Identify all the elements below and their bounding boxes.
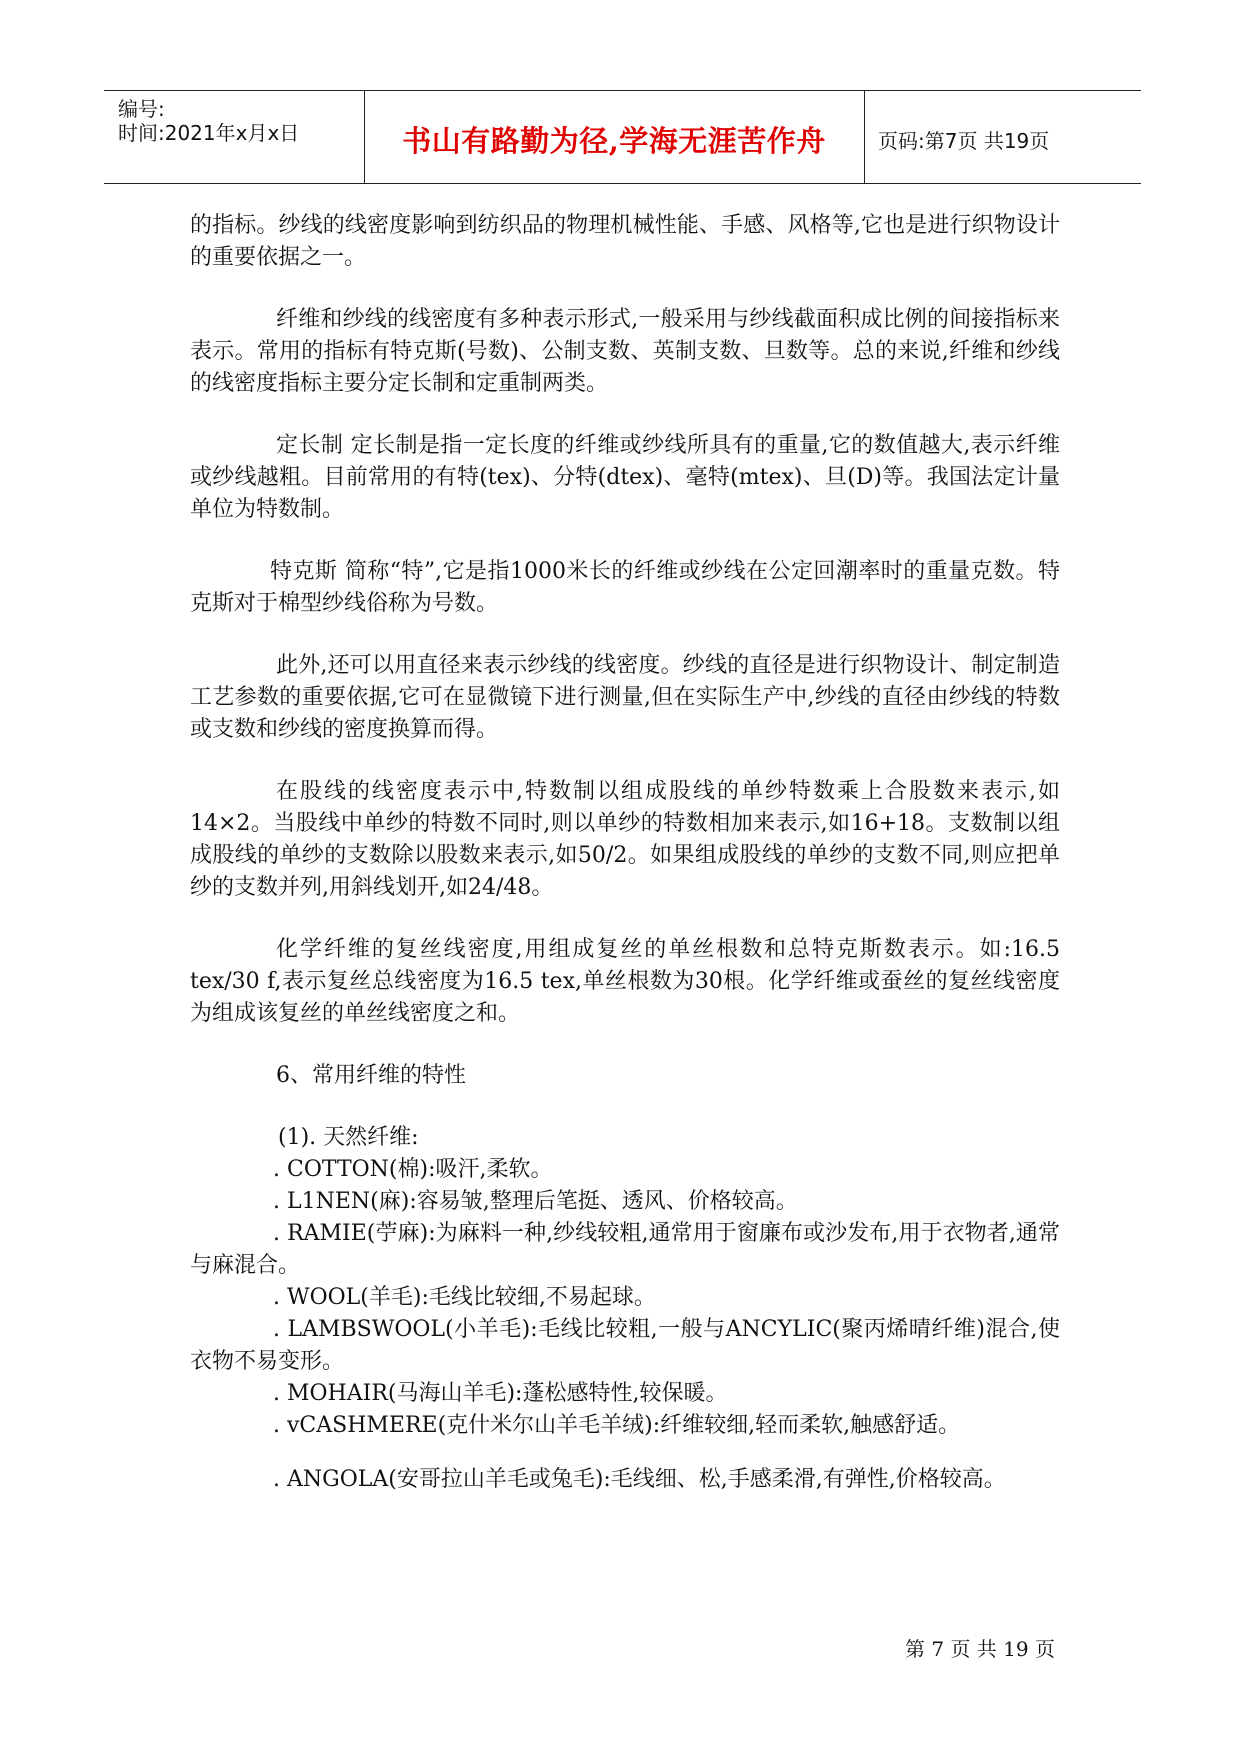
paragraph: 纤维和纱线的线密度有多种表示形式,一般采用与纱线截面积成比例的间接指标来表示。常用的指标有特克斯(号数)、公制支数、英制支数、旦数等。总的来说,纤维和纱线的线密度指标主要分定长制和定重制两类。 (190, 307, 1060, 396)
list-item: . WOOL(羊毛):毛线比较细,不易起球。 (273, 1285, 656, 1310)
paragraph: 此外,还可以用直径来表示纱线的线密度。纱线的直径是进行织物设计、制定制造工艺参数的重要依据,它可在显微镜下进行测量,但在实际生产中,纱线的直径由纱线的特数或支数和纱线的密度换算而得。 (190, 653, 1060, 742)
header-page-label: 页码:第7页 共19页 (878, 129, 1050, 153)
list-item: . L1NEN(麻):容易皱,整理后笔挺、透风、价格较高。 (273, 1189, 798, 1214)
document-body (190, 210, 1060, 1496)
page-footer: 第 7 页 共 19 页 (905, 1637, 1055, 1661)
list-heading: (1). 天然纤维: (278, 1125, 419, 1150)
paragraph: 定长制 定长制是指一定长度的纤维或纱线所具有的重量,它的数值越大,表示纤维或纱线越粗。目前常用的有特(tex)、分特(dtex)、毫特(mtex)、旦(D)等。我国法定计量单位为特数制。 (190, 433, 1060, 522)
document-number-label: 编号: (118, 97, 165, 121)
section-heading: 6、常用纤维的特性 (276, 1063, 466, 1088)
list-item: . COTTON(棉):吸汗,柔软。 (273, 1157, 553, 1182)
header-divider (864, 91, 865, 183)
paragraph: 化学纤维的复丝线密度,用组成复丝的单丝根数和总特克斯数表示。如:16.5 tex/30 f,表示复丝总线密度为16.5 tex,单丝根数为30根。化学纤维或蚕丝的复丝线密度为组成该复丝的单丝线密度之和。 (190, 937, 1060, 1026)
list-item: . RAMIE(苧麻):为麻料一种,纱线较粗,通常用于窗廉布或沙发布,用于衣物者,通常与麻混合。 (190, 1221, 1060, 1278)
header-divider (364, 91, 365, 183)
header-motto: 书山有路勤为径,学海无涯苦作舟 (402, 124, 826, 158)
list-item: . MOHAIR(马海山羊毛):蓬松感特性,较保暖。 (273, 1381, 728, 1406)
list-item: . LAMBSWOOL(小羊毛):毛线比较粗,一般与ANCYLIC(聚丙烯晴纤维)混合,使衣物不易变形。 (190, 1317, 1060, 1374)
document-time-label: 时间:2021年x月x日 (118, 121, 300, 145)
list-item: . ANGOLA(安哥拉山羊毛或兔毛):毛线细、松,手感柔滑,有弹性,价格较高。 (273, 1467, 1006, 1492)
paragraph: 的指标。纱线的线密度影响到纺织品的物理机械性能、手感、风格等,它也是进行织物设计的重要依据之一。 (190, 213, 1060, 270)
paragraph: 在股线的线密度表示中,特数制以组成股线的单纱特数乘上合股数来表示,如14×2。当股线中单纱的特数不同时,则以单纱的特数相加来表示,如16+18。支数制以组成股线的单纱的支数除以股数来表示,如50/2。如果组成股线的单纱的支数不同,则应把单纱的支数并列,用斜线划开,如24/48。 (190, 779, 1060, 900)
list-item: . vCASHMERE(克什米尔山羊毛羊绒):纤维较细,轻而柔软,触感舒适。 (273, 1413, 961, 1438)
paragraph: 特克斯 简称“特”,它是指1000米长的纤维或纱线在公定回潮率时的重量克数。特克斯对于棉型纱线俗称为号数。 (190, 559, 1060, 616)
page-header (104, 90, 1141, 184)
